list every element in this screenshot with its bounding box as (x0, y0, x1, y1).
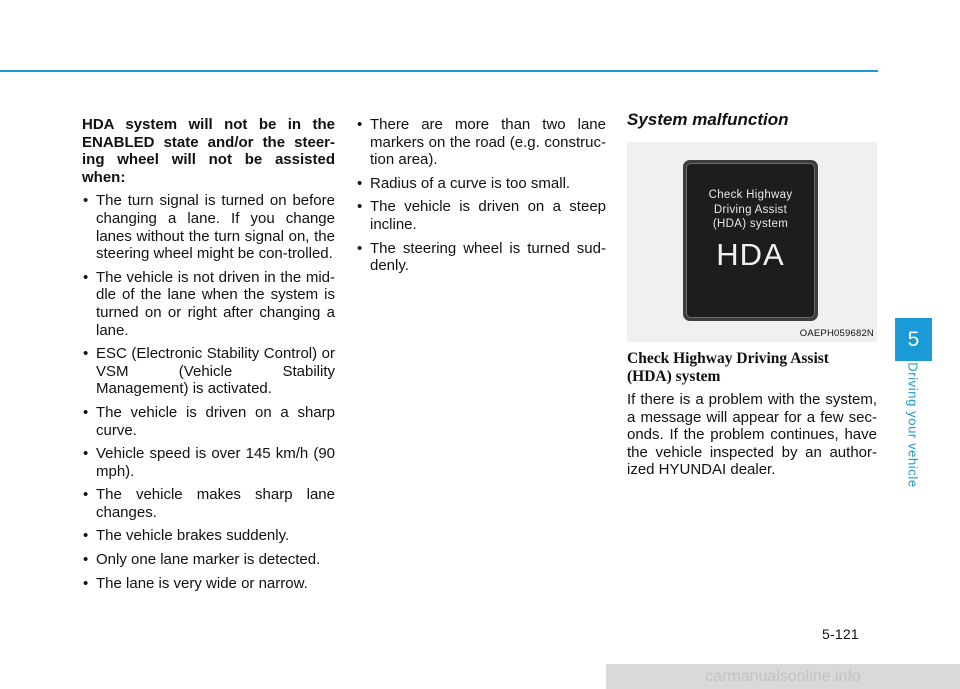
list-item: • The turn signal is turned on before changing a lane. If you change lanes without the turn signal on, the steering wheel might be con-trolled. (83, 192, 335, 263)
list-item: • The vehicle is driven on a steep incline. (357, 198, 606, 233)
chapter-tab: 5 (895, 318, 932, 361)
header-rule (0, 70, 878, 72)
conditions-list (82, 192, 335, 592)
section-title: System malfunction (627, 110, 789, 129)
list-item: • There are more than two lane markers on the road (e.g. construc-tion area). (357, 116, 606, 169)
cluster-display (683, 160, 818, 321)
list-item: • The vehicle is driven on a sharp curve. (83, 403, 335, 439)
display-message: Check Highway Driving Assist (HDA) system (708, 189, 793, 230)
malfunction-text: If there is a problem with the system, a message will appear for a few sec-onds. If the problem continues, have the vehicle inspected by an author-ized HYUNDAI dealer. (627, 391, 877, 479)
cluster-screen (686, 163, 815, 318)
hda-label: HDA (716, 237, 785, 272)
list-item: • The vehicle is not driven in the mid-dle of the lane when the system is turned on or right after changing a lane. (83, 268, 335, 339)
chapter-title: Driving your vehicle (905, 362, 921, 488)
list-item: • The vehicle brakes suddenly. (83, 527, 290, 545)
cluster-figure (627, 142, 877, 342)
list-item: • The steering wheel is turned sud-denly. (357, 239, 606, 275)
list-item: • Vehicle speed is over 145 km/h (90 mph). (83, 445, 335, 480)
left-column (82, 116, 335, 598)
list-item: • Only one lane marker is detected. (83, 551, 321, 569)
watermark: carmanualsonline.info (606, 664, 960, 689)
list-item: • The lane is very wide or narrow. (83, 574, 308, 592)
list-item: • The vehicle makes sharp lane changes. (83, 486, 335, 521)
page-number: 5-121 (822, 626, 859, 642)
figure-code: OAEPH059682N (799, 328, 874, 340)
right-column (627, 110, 877, 479)
list-item: • ESC (Electronic Stability Control) or VSM (Vehicle Stability Management) is activated. (83, 345, 335, 398)
list-item: • Radius of a curve is too small. (357, 174, 571, 192)
conditions-lead: HDA system will not be in the ENABLED state and/or the steer-ing wheel will not be assisted when: (82, 116, 335, 186)
conditions-list-continued (356, 116, 606, 275)
middle-column (356, 116, 606, 281)
subheading: Check Highway Driving Assist (HDA) system (627, 350, 829, 385)
